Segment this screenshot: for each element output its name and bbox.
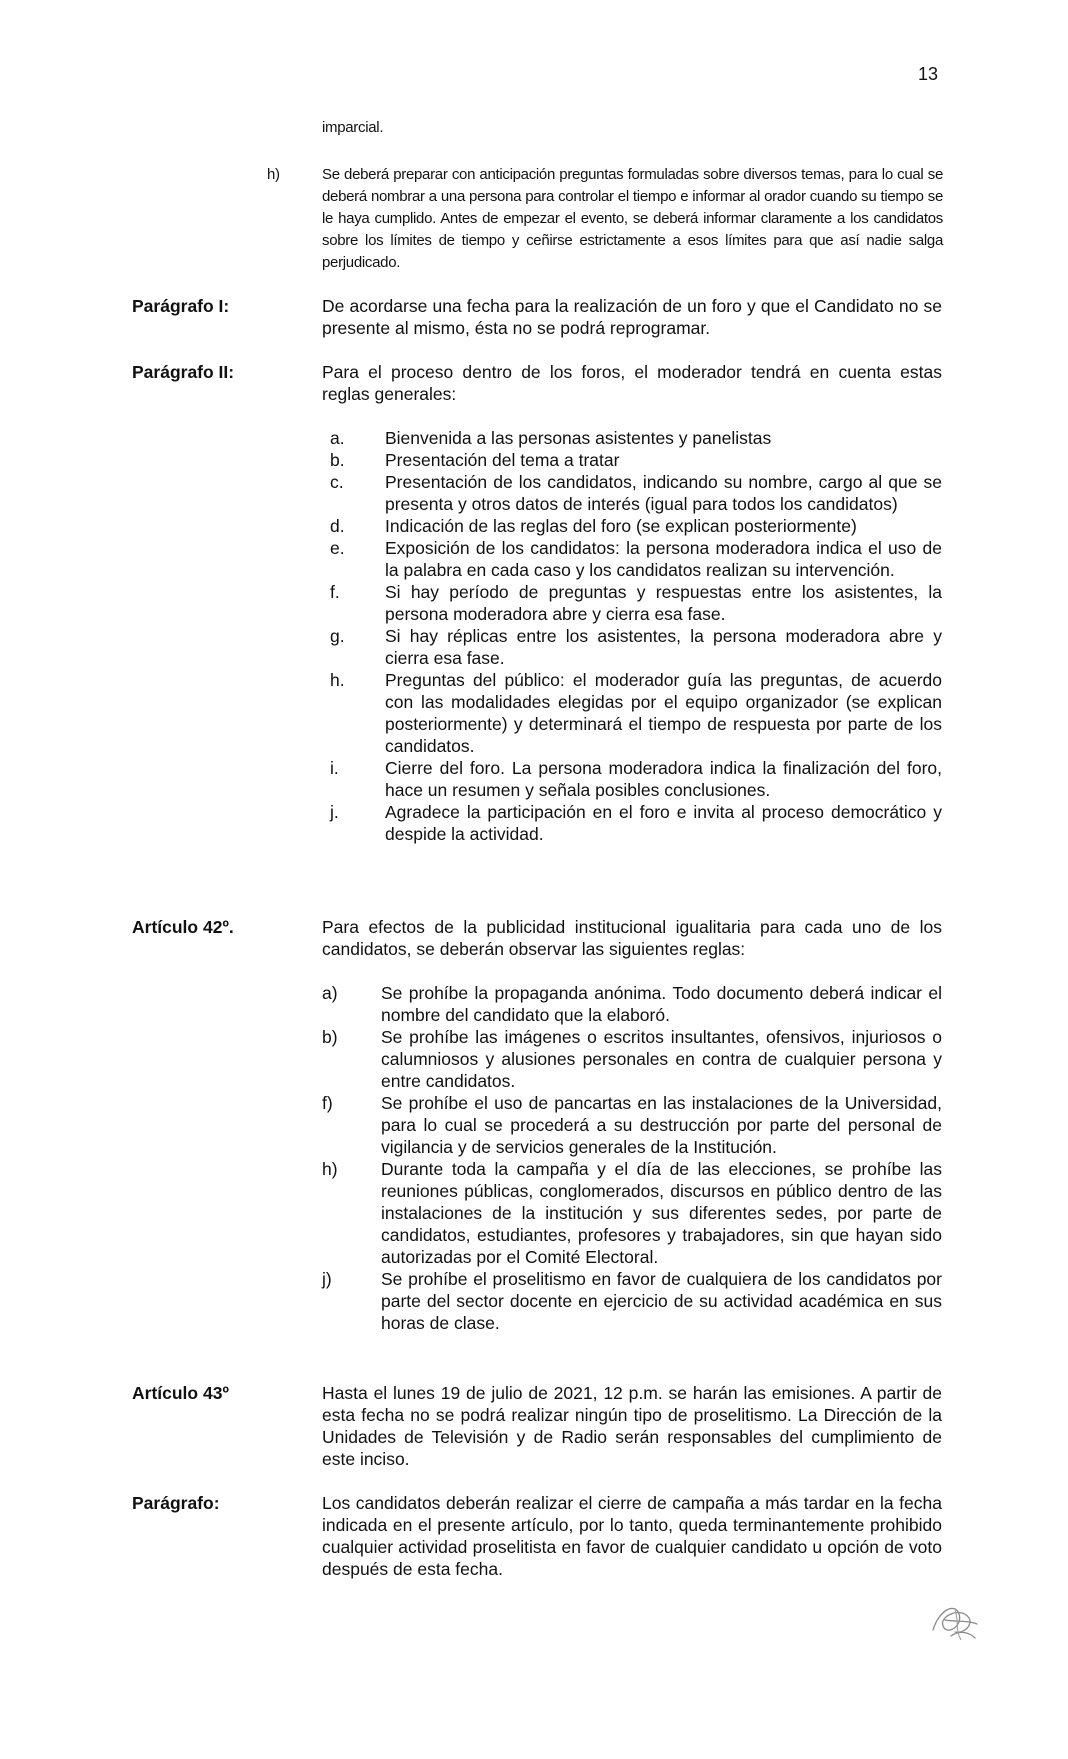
list-item: [330, 581, 942, 625]
list-item-text: Se prohíbe el proselitismo en favor de cualquiera de los candidatos por parte del sector docente en ejercicio de su actividad académica en sus horas de clase.: [381, 1269, 942, 1333]
list-item: [330, 537, 942, 581]
list-marker: a.: [330, 428, 345, 448]
list-item: [330, 471, 942, 515]
list-marker: e.: [330, 538, 345, 558]
list-item-text: Exposición de los candidatos: la persona moderadora indica el uso de la palabra en cada caso y los candidatos realizan su intervención.: [385, 538, 942, 580]
list-item: [322, 1026, 942, 1092]
section-text: Los candidatos deberán realizar el cierre de campaña a más tardar en la fecha indicada en el presente artículo, por lo tanto, queda terminantemente prohibido cualquier actividad proselitista en favor de cualquier candidato u opción de voto después de esta fecha.: [322, 1493, 942, 1579]
list-marker: f.: [330, 582, 340, 602]
articulo-43: [132, 1382, 942, 1470]
list-item: [322, 1158, 942, 1268]
forum-rules-list: [330, 427, 942, 845]
paragrafo-final: [132, 1492, 942, 1580]
list-item-text: Se prohíbe las imágenes o escritos insultantes, ofensivos, injuriosos o calumniosos y alusiones personales en contra de cualquier persona y entre candidatos.: [381, 1027, 942, 1091]
section-text: De acordarse una fecha para la realización de un foro y que el Candidato no se presente al mismo, ésta no se podrá reprogramar.: [322, 296, 942, 338]
list-item-text: Indicación de las reglas del foro (se explican posteriormente): [385, 516, 857, 536]
list-marker: h.: [330, 670, 345, 690]
list-item: [330, 449, 942, 471]
list-item: [330, 427, 942, 449]
list-item-text: Presentación del tema a tratar: [385, 450, 620, 470]
list-item-text: Bienvenida a las personas asistentes y panelistas: [385, 428, 772, 448]
list-item: [330, 757, 942, 801]
list-item: [322, 1092, 942, 1158]
paragrafo-2: [132, 361, 942, 405]
list-marker: f): [322, 1093, 333, 1113]
list-item: [322, 982, 942, 1026]
list-marker: j.: [330, 802, 339, 822]
list-item: [330, 515, 942, 537]
list-item: [330, 625, 942, 669]
list-item: [330, 669, 942, 757]
list-item-text: Cierre del foro. La persona moderadora indica la finalización del foro, hace un resumen y señala posibles conclusiones.: [385, 758, 942, 800]
list-item-text: Presentación de los candidatos, indicando su nombre, cargo al que se presenta y otros datos de interés (igual para todos los candidatos): [385, 472, 942, 514]
page-number: 13: [918, 64, 939, 84]
list-item-text: Si hay período de preguntas y respuestas entre los asistentes, la persona moderadora abre y cierra esa fase.: [385, 582, 942, 624]
section-label: Parágrafo II:: [132, 362, 235, 382]
list-item-text: Agradece la participación en el foro e invita al proceso democrático y despide la actividad.: [385, 802, 942, 844]
continued-text: imparcial.: [322, 119, 384, 136]
list-item-text: Se prohíbe el uso de pancartas en las instalaciones de la Universidad, para lo cual se procederá a su destrucción por parte del personal de vigilancia y de servicios generales de la Institución.: [381, 1093, 942, 1157]
list-item-text: Se deberá preparar con anticipación preguntas formuladas sobre diversos temas, para lo cual se deberá nombrar a una persona para controlar el tiempo e informar al orador cuando su tiempo se le haya cumplido. Antes de empezar el evento, se deberá informar claramente a los candidatos sobre los límites de tiempo y ceñirse estrictamente a esos límites para que así nadie salga perjudicado.: [322, 166, 943, 271]
list-item: [322, 1268, 942, 1334]
list-marker: h): [322, 1159, 338, 1179]
publicity-rules-list: [322, 982, 942, 1334]
list-item-text: Preguntas del público: el moderador guía las preguntas, de acuerdo con las modalidades elegidas por el equipo organizador (se explican posteriormente) y determinará el tiempo de respuesta por parte de los candidatos.: [385, 670, 942, 756]
list-item-h: [267, 164, 943, 274]
list-item-text: Si hay réplicas entre los asistentes, la persona moderadora abre y cierra esa fase.: [385, 626, 942, 668]
list-item-text: Se prohíbe la propaganda anónima. Todo documento deberá indicar el nombre del candidato que la elaboró.: [381, 983, 942, 1025]
list-marker: i.: [330, 758, 339, 778]
section-label: Artículo 43º: [132, 1383, 229, 1403]
section-label: Artículo 42º.: [132, 917, 234, 937]
section-label: Parágrafo I:: [132, 296, 230, 316]
list-marker: b.: [330, 450, 345, 470]
list-marker: c.: [330, 472, 344, 492]
paragrafo-1: [132, 295, 942, 339]
section-text: Para el proceso dentro de los foros, el moderador tendrá en cuenta estas reglas generales:: [322, 362, 942, 404]
signature-icon: [925, 1590, 985, 1650]
list-marker: j): [322, 1269, 332, 1289]
section-text: Para efectos de la publicidad institucional igualitaria para cada uno de los candidatos, se deberán observar las siguientes reglas:: [322, 917, 942, 959]
list-marker: h): [267, 166, 280, 183]
articulo-42: [132, 916, 942, 960]
section-text: Hasta el lunes 19 de julio de 2021, 12 p.m. se harán las emisiones. A partir de esta fecha no se podrá realizar ningún tipo de proselitismo. La Dirección de la Unidades de Televisión y de Radio serán responsables del cumplimiento de este inciso.: [322, 1383, 942, 1469]
list-item: [330, 801, 942, 845]
list-marker: a): [322, 983, 338, 1003]
list-marker: g.: [330, 626, 345, 646]
list-marker: b): [322, 1027, 338, 1047]
list-item-text: Durante toda la campaña y el día de las elecciones, se prohíbe las reuniones públicas, conglomerados, discursos en público dentro de las instalaciones de la institución y sus diferentes sedes, por parte de candidatos, estudiantes, profesores y trabajadores, sin que hayan sido autorizadas por el Comité Electoral.: [381, 1159, 942, 1267]
section-label: Parágrafo:: [132, 1493, 220, 1513]
list-marker: d.: [330, 516, 345, 536]
